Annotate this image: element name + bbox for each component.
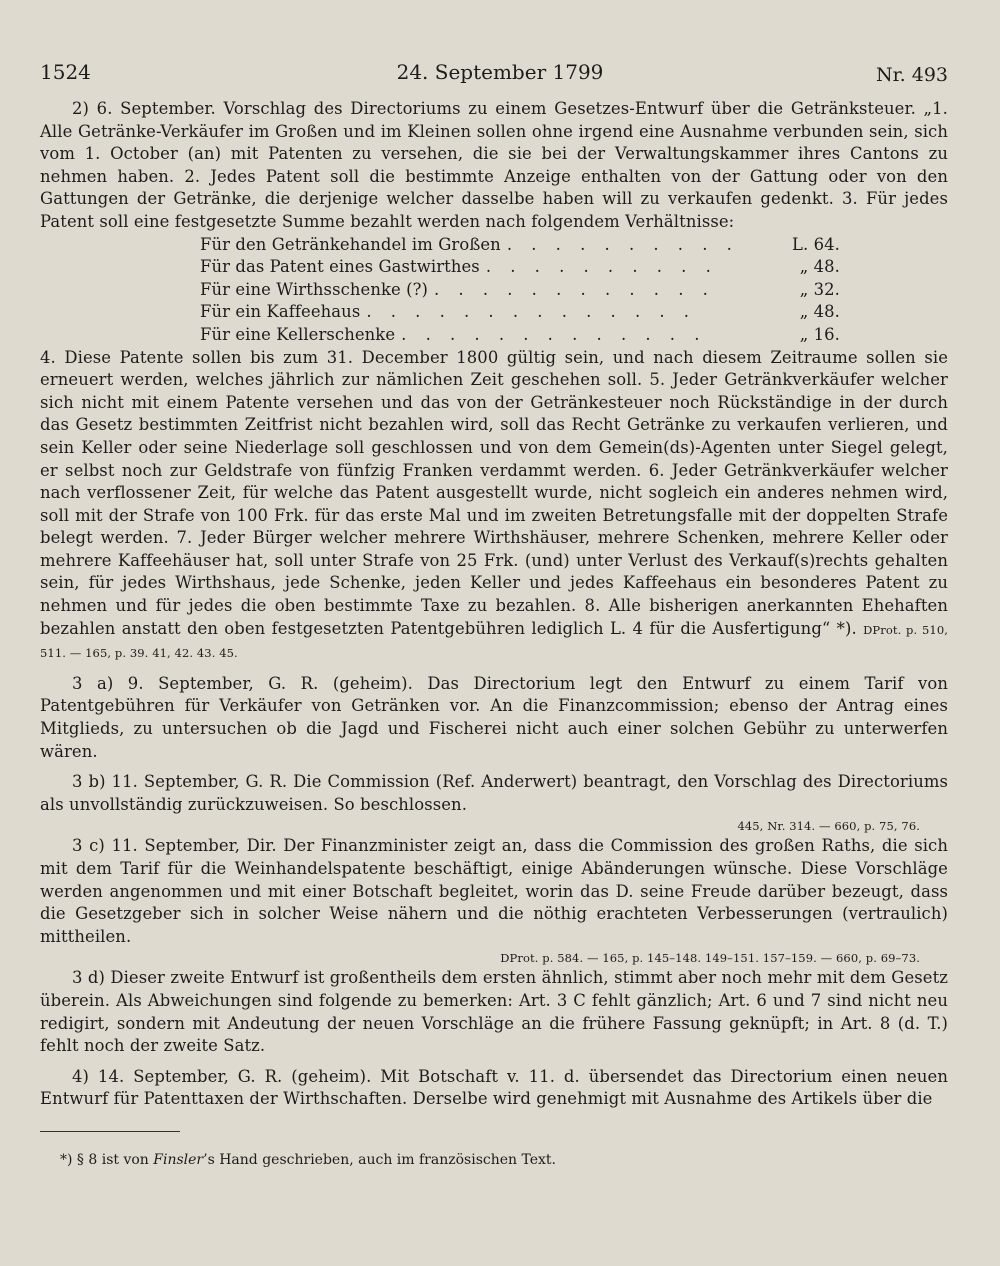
- paragraph-4: 4) 14. September, G. R. (geheim). Mit Botschaft v. 11. d. übersendet das Directorium einen neuen Entwurf für Patenttaxen der Wirthschaften. Derselbe wird genehmigt mit Ausnahme des Artikels über die: [40, 1066, 948, 1109]
- tariff-value: „ 16.: [799, 324, 840, 344]
- tariff-row: [200, 256, 840, 279]
- paragraph-3c: 3 c) 11. September, Dir. Der Finanzminister zeigt an, dass die Commission des großen Raths, die sich mit dem Tarif für die Weinhandelspatente beschäftigt, einige Abänderungen wünsche. Diese Vorschläge werden angenommen und mit einer Botschaft begleitet, worin das D. seine Freude darüber bezeugt, dass die Gesetzgeber sich in solcher Weise nähern und die nöthig erachteten Verbesserungen (vertraulich) mittheilen.: [40, 836, 948, 946]
- leader-dots: . . . . . . . . . .: [506, 234, 739, 254]
- source-reference: 445, Nr. 314. — 660, p. 75, 76.: [737, 819, 920, 834]
- tariff-value: „ 48.: [799, 257, 840, 277]
- tariff-table: [200, 234, 840, 347]
- tariff-label: Für das Patent eines Gastwirthes: [200, 257, 480, 277]
- tariff-label: Für eine Kellerschenke: [200, 324, 396, 344]
- paragraph-3d: 3 d) Dieser zweite Entwurf ist großentheils dem ersten ähnlich, stimmt aber noch mehr mit dem Gesetz überein. Als Abweichungen sind folgende zu bemerken: Art. 3 C fehlt gänzlich; Art. 6 und 7 sind nicht neu redigirt, sondern mit Andeutung der neuen Vorschläge an die frühere Fassung geknüpft; in Art. 8 (d. T.) fehlt noch der zweite Satz.: [40, 968, 948, 1056]
- paragraph-2: 2) 6. September. Vorschlag des Directoriums zu einem Gesetzes-Entwurf über die Getränksteuer. „1. Alle Getränke-Verkäufer im Großen und im Kleinen sollen ohne irgend eine Ausnahme verbunden sein, sich vom 1. October (an) mit Patenten zu versehen, die sie bei der Verwaltungskammer ihres Cantons zu nehmen haben. 2. Jedes Patent soll die bestimmte Anzeige enthalten von der Gattung oder von den Gattungen der Getränke, die derjenige welcher dasselbe haben will zu verkaufen gedenkt. 3. Für jedes Patent soll eine festgesetzte Summe bezahlt werden nach folgendem Verhältnisse:: [40, 99, 948, 231]
- paragraph-3b: 3 b) 11. September, G. R. Die Commission (Ref. Anderwert) beantragt, den Vorschlag des Directoriums als unvollständig zurückzuweisen. So beschlossen.: [40, 772, 948, 814]
- tariff-value: „ 48.: [799, 302, 840, 322]
- document-number: Nr. 493: [876, 64, 948, 86]
- leader-dots: . . . . . . . . . . . .: [434, 279, 715, 299]
- tariff-value: L. 64.: [792, 234, 840, 254]
- main-text: [40, 98, 948, 1111]
- footnote-divider: [40, 1131, 180, 1132]
- source-reference: DProt. p. 510, 511. — 165, p. 39. 41, 42. 43. 45.: [40, 622, 948, 661]
- leader-dots: . . . . . . . . . . . . . .: [366, 302, 697, 322]
- tariff-label: Für den Getränkehandel im Großen: [200, 234, 501, 254]
- footnote: [60, 1152, 556, 1168]
- paragraph-articles-4-8: [40, 347, 948, 665]
- tariff-row: [200, 301, 840, 324]
- tariff-label: Für ein Kaffeehaus: [200, 302, 361, 322]
- page-number: 1524: [40, 60, 91, 84]
- tariff-label: Für eine Wirthsschenke (?): [200, 279, 428, 299]
- footnote-text-pre: § 8 ist von: [76, 1152, 149, 1168]
- leader-dots: . . . . . . . . . .: [485, 257, 718, 277]
- tariff-row: [200, 279, 840, 302]
- tariff-row: [200, 324, 840, 347]
- paragraph-text: 4. Diese Patente sollen bis zum 31. December 1800 gültig sein, und nach diesem Zeitraume sollen sie erneuert werden, welches jährlich zur nämlichen Zeit geschehen soll. 5. Jeder Getränkverkäufer welcher sich nicht mit einem Patente versehen und das von der Getränkesteuer noch Rückständige in der durch das Gesetz bestimmten Zeitfrist nicht bezahlen wird, soll das Recht Getränke zu verkaufen verlieren, und sein Keller oder seine Niederlage soll geschlossen und von dem Gemein(ds)-Agenten unter Siegel gelegt, er selbst noch zur Geldstrafe von fünfzig Franken verdammt werden. 6. Jeder Getränkverkäufer welcher nach verflossener Zeit, für welche das Patent ausgestellt wurde, nicht sogleich ein anderes nehmen wird, soll mit der Strafe von 100 Frk. für das erste Mal und im zweiten Betretungsfalle mit der doppelten Strafe belegt werden. 7. Jeder Bürger welcher mehrere Wirthshäuser, mehrere Schenken, mehrere Keller oder mehrere Kaffeehäuser hat, soll unter Strafe von 25 Frk. (und) unter Verlust des Verkauf(s)rechts gehalten sein, für jedes Wirthshaus, jede Schenke, jeden Keller und jedes Kaffeehaus ein besonderes Patent zu nehmen und für jedes die oben bestimmte Taxe zu bezahlen. 8. Alle bisherigen anerkannten Ehehaften bezahlen anstatt den oben festgesetzten Patentgebühren lediglich L. 4 für die Ausfertigung“ *).: [40, 347, 948, 638]
- paragraph-3a: 3 a) 9. September, G. R. (geheim). Das Directorium legt den Entwurf zu einem Tarif von Patentgebühren für Verkäufer von Getränken vor. An die Finanzcommission; ebenso der Antrag eines Mitglieds, zu untersuchen ob die Jagd und Fischerei nicht auch einer solchen Gebühr zu unterwerfen wären.: [40, 673, 948, 761]
- footnote-name: Finsler: [153, 1152, 204, 1168]
- footnote-text-post: ’s Hand geschrieben, auch im französischen Text.: [203, 1152, 556, 1168]
- header-date: 24. September 1799: [396, 60, 604, 84]
- tariff-value: „ 32.: [799, 279, 840, 299]
- source-reference: DProt. p. 584. — 165, p. 145–148. 149–151. 157–159. — 660, p. 69–73.: [500, 951, 920, 966]
- tariff-row: [200, 234, 840, 257]
- footnote-marker: *): [60, 1152, 73, 1168]
- page-header: [0, 58, 1000, 88]
- leader-dots: . . . . . . . . . . . . .: [401, 324, 707, 344]
